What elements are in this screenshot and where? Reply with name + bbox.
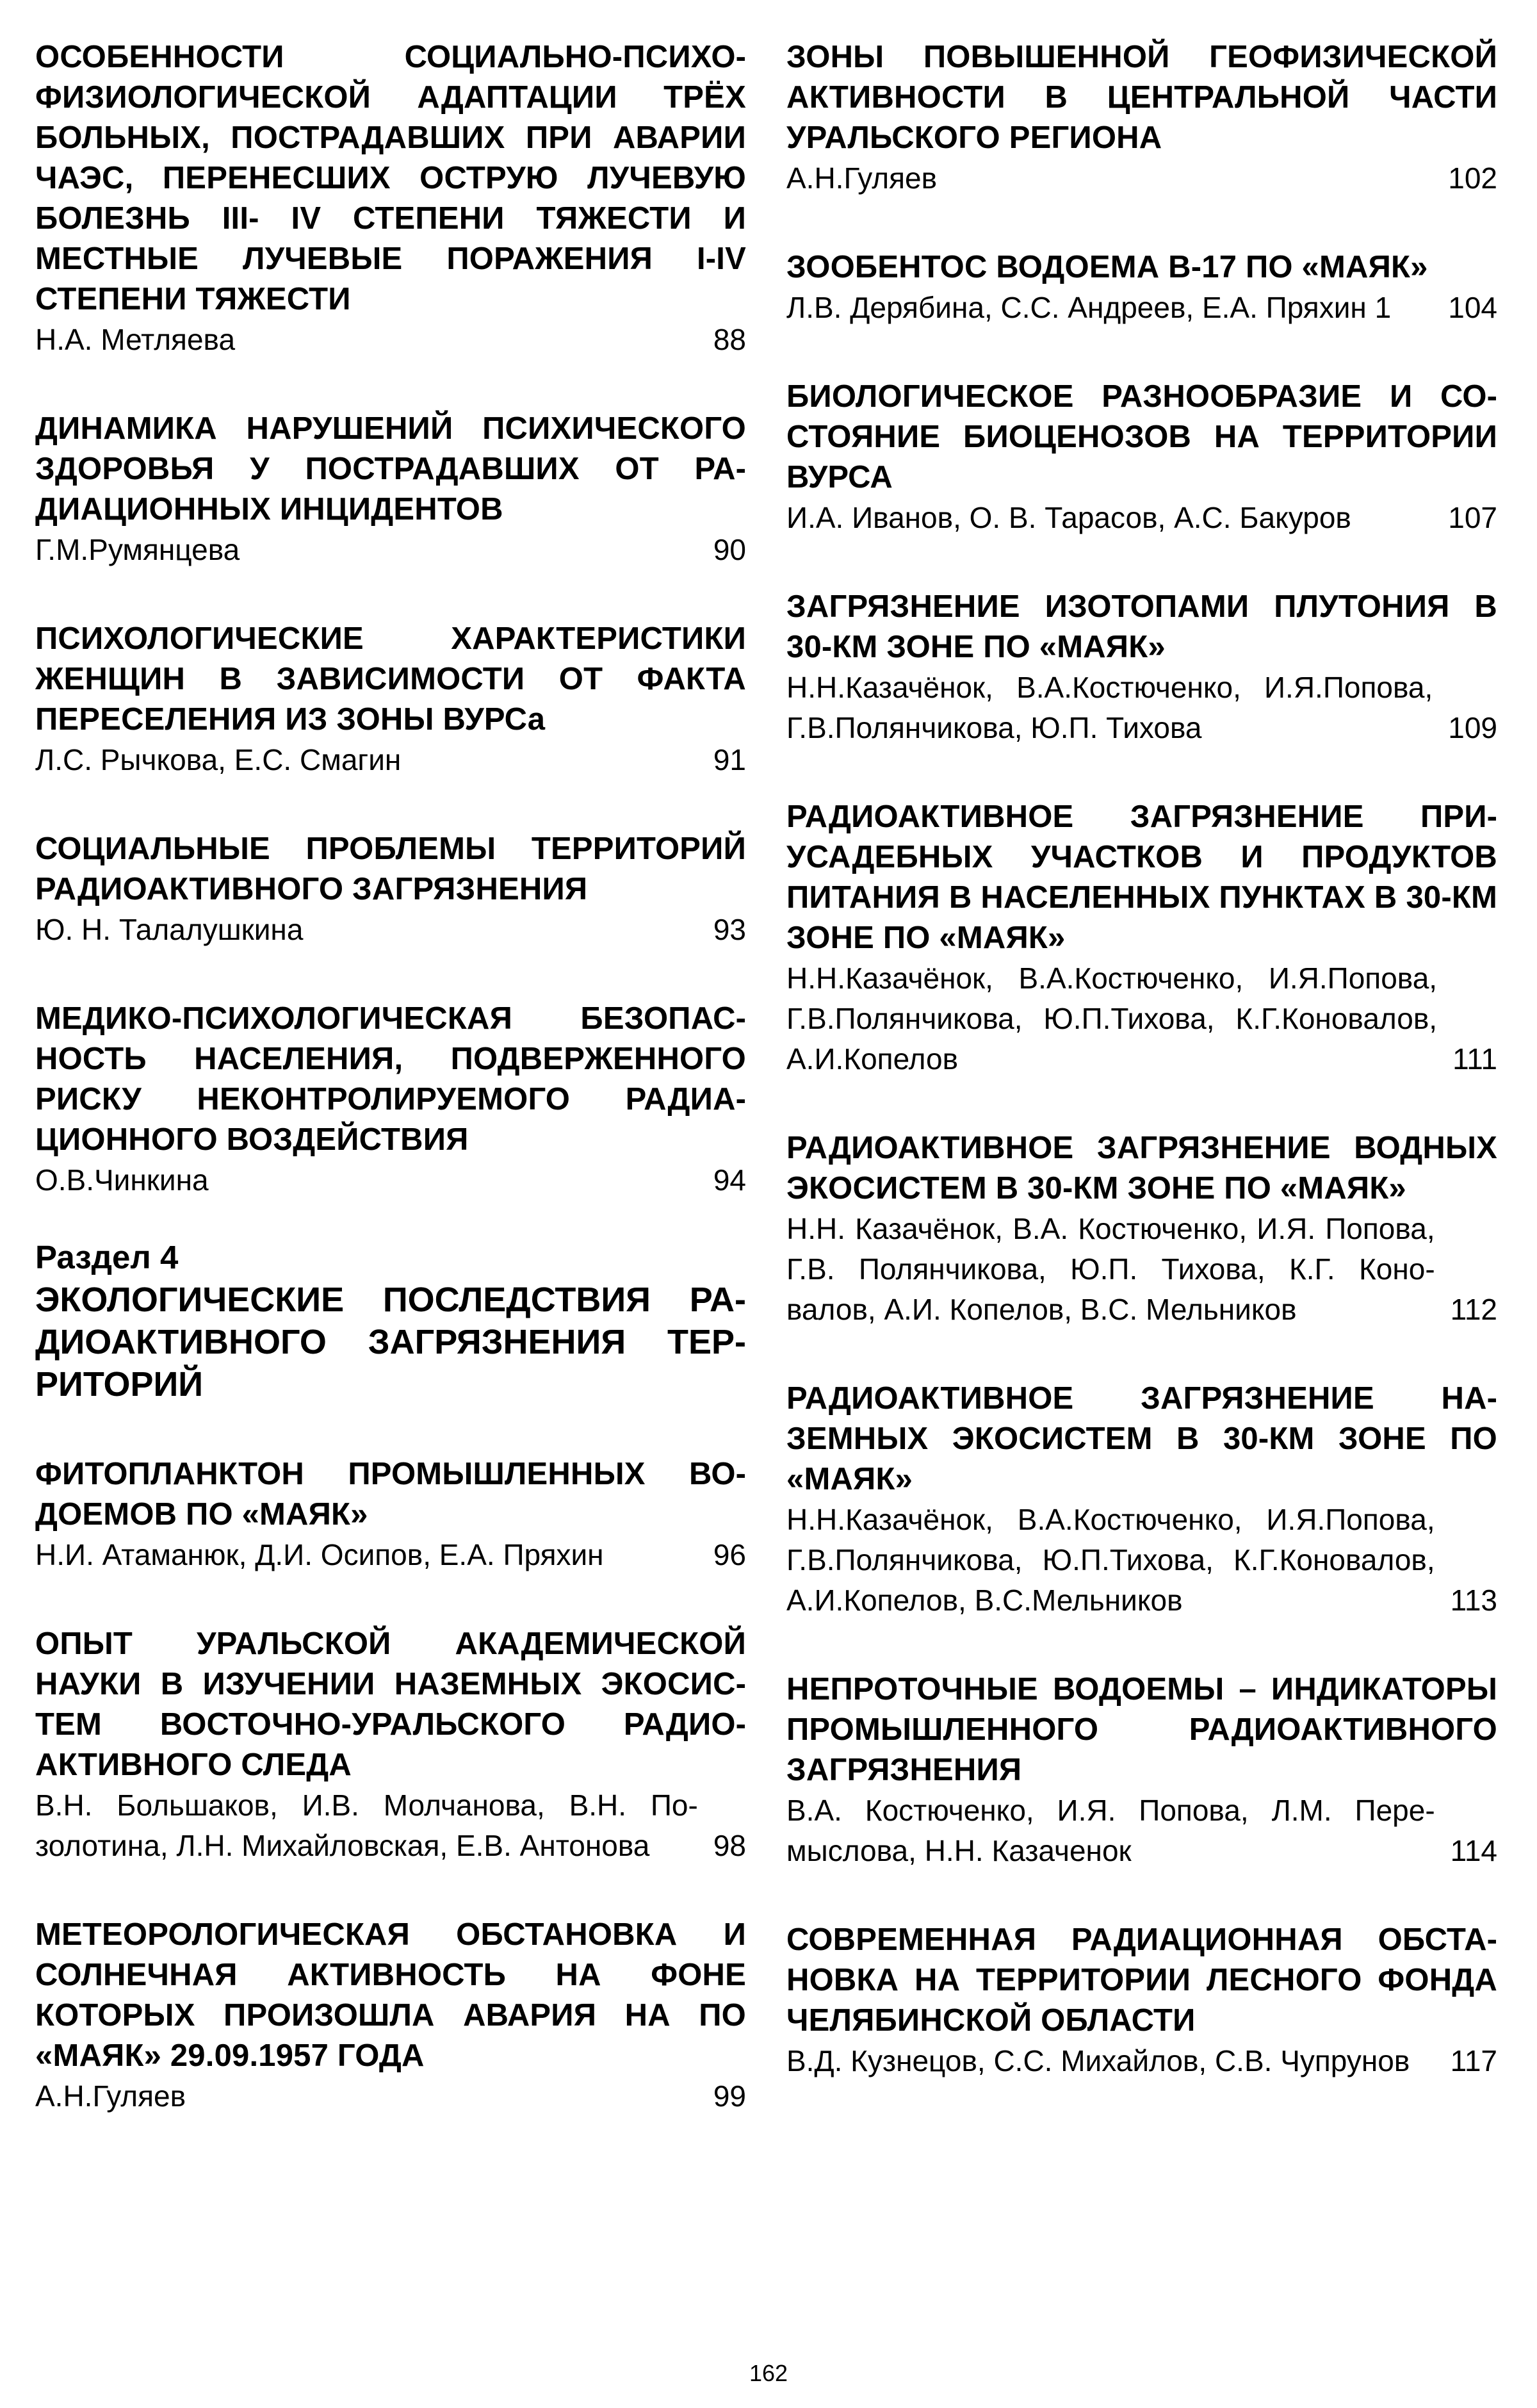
entry-authors: В.Д. Кузнецов, С.С. Михайлов, С.В. Чупрунов: [786, 2044, 1410, 2077]
entry-authors: Н.Н.Казачёнок, В.А.Костюченко, И.Я.Попова, Г.В.Полянчикова, Ю.П.Тихова, К.Г.Коновалов, А.И.Копелов, В.С.Мельников: [786, 1503, 1435, 1617]
toc-entry: [35, 409, 746, 570]
entry-title: ОСОБЕННОСТИ СОЦИАЛЬНО-ПСИХОФИЗИОЛОГИЧЕСКОЙ АДАПТАЦИИ ТРЁХ БОЛЬНЫХ, ПОСТРАДАВШИХ ПРИ АВАРИИ ЧАЭС, ПЕРЕНЕСШИХ ОСТРУЮ ЛУЧЕВУЮ БОЛЕЗНЬ III- IV СТЕПЕНИ ТЯЖЕСТИ И МЕСТНЫЕ ЛУЧЕВЫЕ ПОРАЖЕНИЯ I-IV СТЕПЕНИ ТЯЖЕСТИ: [35, 40, 746, 316]
entry-page-number: 94: [713, 1163, 746, 1197]
toc-entry: [786, 587, 1497, 748]
toc-entry: [786, 37, 1497, 199]
right-column: [786, 37, 1497, 2130]
entry-page-number: 113: [1450, 1584, 1497, 1617]
section-title: ЭКОЛОГИЧЕСКИЕ ПОСЛЕДСТВИЯ РАДИОАКТИВНОГО ЗАГРЯЗНЕНИЯ ТЕРРИТОРИЙ: [35, 1281, 746, 1404]
right-entries: [786, 37, 1497, 2081]
entry-page-number: 90: [713, 533, 746, 566]
entry-title: ПСИХОЛОГИЧЕСКИЕ ХАРАКТЕРИСТИКИ ЖЕНЩИН В ЗАВИСИМОСТИ ОТ ФАКТА ПЕРЕСЕЛЕНИЯ ИЗ ЗОНЫ ВУРСа: [35, 621, 746, 737]
entry-title: ФИТОПЛАНКТОН ПРОМЫШЛЕННЫХ ВОДОЕМОВ ПО «МАЯК»: [35, 1457, 746, 1532]
entry-authors: А.Н.Гуляев: [786, 161, 938, 195]
entry-page-number: 112: [1450, 1293, 1497, 1326]
entry-authors: Н.Н.Казачёнок, В.А.Костюченко, И.Я.Попова, Г.В.Полянчикова, Ю.П. Тихова: [786, 671, 1433, 744]
toc-entry: [786, 247, 1497, 328]
section-label: Раздел 4: [35, 1239, 179, 1275]
left-column: [35, 37, 746, 2165]
entry-page-number: 99: [713, 2079, 746, 2113]
entry-authors: В.А. Костюченко, И.Я. Попова, Л.М. Перемыслова, Н.Н. Казаченок: [786, 1794, 1435, 1867]
toc-entry: [786, 1379, 1497, 1621]
toc-entry: [786, 1920, 1497, 2081]
entry-author-row: [35, 740, 746, 780]
entry-authors: Л.С. Рычкова, Е.С. Смагин: [35, 743, 402, 776]
entry-title: НЕПРОТОЧНЫЕ ВОДОЕМЫ – ИНДИКАТОРЫ ПРОМЫШЛЕННОГО РАДИОАКТИВНОГО ЗАГРЯЗНЕНИЯ: [786, 1672, 1497, 1787]
entry-author-row: [786, 288, 1497, 328]
entry-title: ДИНАМИКА НАРУШЕНИЙ ПСИХИЧЕСКОГО ЗДОРОВЬЯ У ПОСТРАДАВШИХ ОТ РАДИАЦИОННЫХ ИНЦИДЕНТОВ: [35, 411, 746, 527]
entry-authors: Н.И. Атаманюк, Д.И. Осипов, Е.А. Пряхин: [35, 1538, 604, 1571]
entry-author-row: [786, 1209, 1497, 1330]
entry-authors: В.Н. Большаков, И.В. Молчанова, В.Н. Позолотина, Л.Н. Михайловская, Е.В. Антонова: [35, 1789, 698, 1862]
entry-page-number: 102: [1448, 161, 1497, 195]
entry-title: ЗОНЫ ПОВЫШЕННОЙ ГЕОФИЗИЧЕСКОЙ АКТИВНОСТИ В ЦЕНТРАЛЬНОЙ ЧАСТИ УРАЛЬСКОГО РЕГИОНА: [786, 40, 1497, 155]
entry-title: РАДИОАКТИВНОЕ ЗАГРЯЗНЕНИЕ НАЗЕМНЫХ ЭКОСИСТЕМ В 30-КМ ЗОНЕ ПО «МАЯК»: [786, 1381, 1497, 1496]
entry-author-row: [786, 2041, 1497, 2081]
toc-entry: [786, 1128, 1497, 1330]
entry-author-row: [35, 1785, 746, 1866]
entry-author-row: [35, 910, 746, 950]
entry-title: РАДИОАКТИВНОЕ ЗАГРЯЗНЕНИЕ ВОДНЫХ ЭКОСИСТЕМ В 30-КМ ЗОНЕ ПО «МАЯК»: [786, 1131, 1497, 1206]
entry-author-row: [786, 158, 1497, 199]
toc-entry: [35, 999, 746, 1200]
entry-page-number: 114: [1450, 1834, 1497, 1867]
entry-authors: Г.М.Румянцева: [35, 533, 240, 566]
entry-title: СОЦИАЛЬНЫЕ ПРОБЛЕМЫ ТЕРРИТОРИЙ РАДИОАКТИВНОГО ЗАГРЯЗНЕНИЯ: [35, 831, 746, 906]
entry-page-number: 107: [1448, 501, 1497, 534]
toc-entry: [35, 37, 746, 360]
entry-page-number: 117: [1450, 2044, 1497, 2077]
page-number: 162: [749, 2360, 788, 2386]
entry-title: СОВРЕМЕННАЯ РАДИАЦИОННАЯ ОБСТАНОВКА НА ТЕРРИТОРИИ ЛЕСНОГО ФОНДА ЧЕЛЯБИНСКОЙ ОБЛАСТИ: [786, 1922, 1497, 2038]
entry-author-row: [786, 668, 1497, 748]
left-entries-before-section: [35, 37, 746, 1200]
entry-page-number: 98: [713, 1829, 746, 1862]
entry-authors: Л.В. Дерябина, С.С. Андреев, Е.А. Пряхин 1: [786, 291, 1392, 324]
entry-authors: Н.Н.Казачёнок, В.А.Костюченко, И.Я.Попова, Г.В.Полянчикова, Ю.П.Тихова, К.Г.Коновалов, А.И.Копелов: [786, 962, 1438, 1076]
entry-page-number: 93: [713, 913, 746, 946]
entry-author-row: [35, 1160, 746, 1200]
entry-authors: А.Н.Гуляев: [35, 2079, 186, 2113]
entry-title: ЗООБЕНТОС ВОДОЕМА В-17 ПО «МАЯК»: [786, 250, 1428, 284]
entry-authors: Н.А. Метляева: [35, 323, 236, 356]
entry-author-row: [786, 1790, 1497, 1871]
entry-authors: Ю. Н. Талалушкина: [35, 913, 304, 946]
entry-authors: Н.Н. Казачёнок, В.А. Костюченко, И.Я. Попова, Г.В. Полянчикова, Ю.П. Тихова, К.Г. Коновалов, А.И. Копелов, В.С. Мельников: [786, 1212, 1435, 1326]
toc-entry: [35, 1915, 746, 2117]
entry-page-number: 111: [1452, 1042, 1497, 1076]
entry-author-row: [786, 958, 1497, 1079]
toc-entry: [35, 1454, 746, 1575]
toc-entry: [35, 619, 746, 780]
entry-author-row: [786, 498, 1497, 538]
entry-author-row: [786, 1500, 1497, 1621]
entry-title: МЕДИКО-ПСИХОЛОГИЧЕСКАЯ БЕЗОПАСНОСТЬ НАСЕЛЕНИЯ, ПОДВЕРЖЕННОГО РИСКУ НЕКОНТРОЛИРУЕМОГО РАДИАЦИОННОГО ВОЗДЕЙСТВИЯ: [35, 1001, 746, 1157]
entry-author-row: [35, 320, 746, 360]
entry-page-number: 104: [1448, 291, 1497, 324]
toc-entry: [35, 1624, 746, 1866]
entry-title: МЕТЕОРОЛОГИЧЕСКАЯ ОБСТАНОВКА И СОЛНЕЧНАЯ АКТИВНОСТЬ НА ФОНЕ КОТОРЫХ ПРОИЗОШЛА АВАРИЯ НА ПО «МАЯК» 29.09.1957 ГОДА: [35, 1917, 746, 2073]
entry-page-number: 88: [713, 323, 746, 356]
entry-title: ЗАГРЯЗНЕНИЕ ИЗОТОПАМИ ПЛУТОНИЯ В 30-КМ ЗОНЕ ПО «МАЯК»: [786, 589, 1497, 664]
entry-page-number: 109: [1448, 711, 1497, 744]
toc-entry: [786, 1669, 1497, 1871]
entry-author-row: [35, 530, 746, 570]
toc-entry: [35, 829, 746, 950]
left-entries-after-section: [35, 1454, 746, 2117]
entry-author-row: [35, 1535, 746, 1575]
entry-title: РАДИОАКТИВНОЕ ЗАГРЯЗНЕНИЕ ПРИУСАДЕБНЫХ УЧАСТКОВ И ПРОДУКТОВ ПИТАНИЯ В НАСЕЛЕННЫХ ПУНКТАХ В 30-КМ ЗОНЕ ПО «МАЯК»: [786, 799, 1497, 955]
toc-entry: [786, 377, 1497, 538]
entry-title: ОПЫТ УРАЛЬСКОЙ АКАДЕМИЧЕСКОЙ НАУКИ В ИЗУЧЕНИИ НАЗЕМНЫХ ЭКОСИСТЕМ ВОСТОЧНО-УРАЛЬСКОГО РАДИОАКТИВНОГО СЛЕДА: [35, 1626, 746, 1782]
entry-page-number: 96: [713, 1538, 746, 1571]
toc-entry: [786, 797, 1497, 1079]
entry-page-number: 91: [713, 743, 746, 776]
entry-authors: О.В.Чинкина: [35, 1163, 209, 1197]
entry-title: БИОЛОГИЧЕСКОЕ РАЗНООБРАЗИЕ И СОСТОЯНИЕ БИОЦЕНОЗОВ НА ТЕРРИТОРИИ ВУРСА: [786, 379, 1497, 495]
entry-author-row: [35, 2076, 746, 2117]
entry-authors: И.А. Иванов, О. В. Тарасов, А.С. Бакуров: [786, 501, 1351, 534]
